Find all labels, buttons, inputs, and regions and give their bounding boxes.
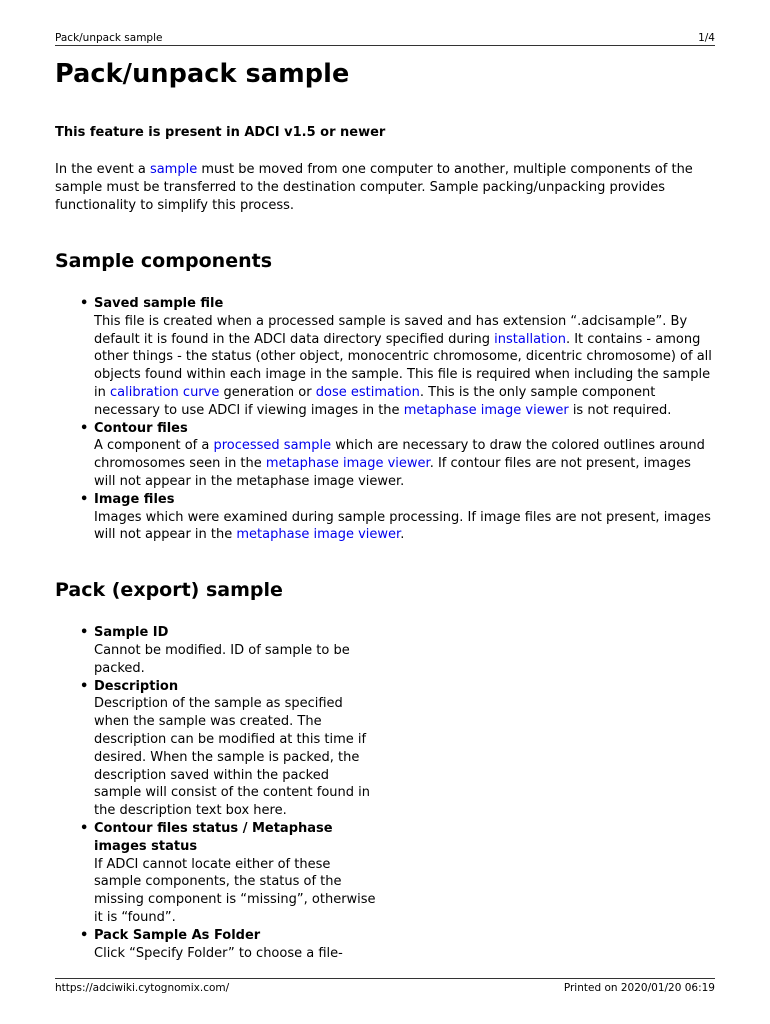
desc-status: If ADCI cannot locate either of these sample components, the status of the missing component is “missing”, otherwise it is “found”.: [94, 856, 376, 925]
processed-sample-link[interactable]: processed sample: [213, 438, 332, 454]
pack-options-list: [55, 624, 379, 962]
section-heading-sample-components: Sample components: [55, 250, 273, 272]
saved-text-1: This file is created when a processed sample is saved and has extension “.adcisample”. By default it is found in the ADCI data directory specified during: [94, 313, 688, 347]
sample-link[interactable]: sample: [149, 162, 198, 177]
bullet-icon: •: [80, 927, 89, 943]
calibration-curve-link[interactable]: calibration curve: [109, 384, 220, 400]
desc-image-files: [94, 509, 715, 545]
list-item-saved-sample-file: [80, 295, 715, 420]
intro-text-2: must be moved from one computer to another, multiple components of the sample must be transferred to the destination computer. Sample packing/unpacking provides functionality to simplify this process.: [55, 162, 693, 213]
images-text-1: Images which were examined during sample processing. If image files are not present, images will not appear in the: [94, 509, 711, 543]
list-item-pack-as-folder: [80, 927, 379, 963]
document-body: [55, 56, 715, 962]
saved-text-4: . This is the only sample component necessary to use ADCI if viewing images in the: [94, 384, 656, 418]
contour-text-1: A component of a: [94, 438, 214, 454]
bullet-icon: •: [80, 491, 89, 507]
contour-text-2: which are necessary to draw the colored outlines around chromosomes seen in the: [94, 438, 705, 472]
desc-saved-sample-file: [94, 313, 715, 420]
bullet-icon: •: [80, 820, 89, 836]
term-image-files: Image files: [94, 491, 175, 507]
metaphase-image-viewer-link[interactable]: metaphase image viewer: [236, 527, 401, 543]
term-sample-id: Sample ID: [94, 625, 169, 641]
images-text-2: .: [400, 527, 405, 543]
desc-sample-id: Cannot be modified. ID of sample to be packed.: [94, 642, 350, 676]
intro-paragraph: [55, 161, 715, 215]
metaphase-image-viewer-link[interactable]: metaphase image viewer: [403, 402, 569, 418]
header-page-number: 1/4: [698, 32, 715, 44]
term-description: Description: [94, 678, 179, 694]
term-saved-sample-file: Saved sample file: [94, 296, 224, 311]
list-item-sample-id: [80, 624, 379, 677]
footer-printed-date: Printed on 2020/01/20 06:19: [563, 982, 715, 994]
desc-contour-files: [94, 437, 715, 490]
list-item-status: [80, 820, 379, 927]
saved-text-2: . It contains - among other things - the status (other object, monocentric chromosome, dicentric chromosome) of all objects found within each image in the sample. This file is required when including the sample in: [94, 331, 712, 400]
intro-text-1: In the event a: [55, 162, 150, 177]
page-title: Pack/unpack sample: [55, 59, 350, 89]
version-notice: This feature is present in ADCI v1.5 or newer: [55, 125, 386, 140]
bullet-icon: •: [80, 296, 89, 311]
desc-description: Description of the sample as specified when the sample was created. The description can be modified at this time if desired. When the sample is packed, the description saved within the packed sample will consist of the content found in the description text box here.: [94, 696, 371, 819]
bullet-icon: •: [80, 678, 89, 694]
dose-estimation-link[interactable]: dose estimation: [315, 384, 420, 400]
saved-text-3: generation or: [219, 384, 316, 400]
term-pack-as-folder: Pack Sample As Folder: [94, 927, 261, 943]
desc-pack-as-folder: Click “Specify Folder” to choose a file-: [94, 945, 343, 961]
bullet-icon: •: [80, 420, 89, 436]
list-item-description: [80, 678, 379, 820]
sample-components-list: [55, 295, 715, 544]
installation-link[interactable]: installation: [494, 331, 566, 347]
page-header: [55, 31, 715, 46]
list-item-image-files: [80, 491, 715, 544]
footer-url: https://adciwiki.cytognomix.com/: [55, 982, 230, 994]
metaphase-image-viewer-link[interactable]: metaphase image viewer: [265, 456, 430, 472]
term-contour-files: Contour files: [94, 420, 188, 436]
contour-text-3: . If contour files are not present, images will not appear in the metaphase image viewer.: [94, 456, 691, 489]
list-item-contour-files: [80, 420, 715, 491]
bullet-icon: •: [80, 625, 89, 641]
page-footer: [55, 978, 715, 994]
header-title: Pack/unpack sample: [55, 32, 163, 44]
section-heading-pack-export-sample: Pack (export) sample: [55, 579, 283, 602]
saved-text-5: is not required.: [568, 402, 672, 418]
term-status: Contour files status / Metaphase images status: [94, 820, 333, 854]
